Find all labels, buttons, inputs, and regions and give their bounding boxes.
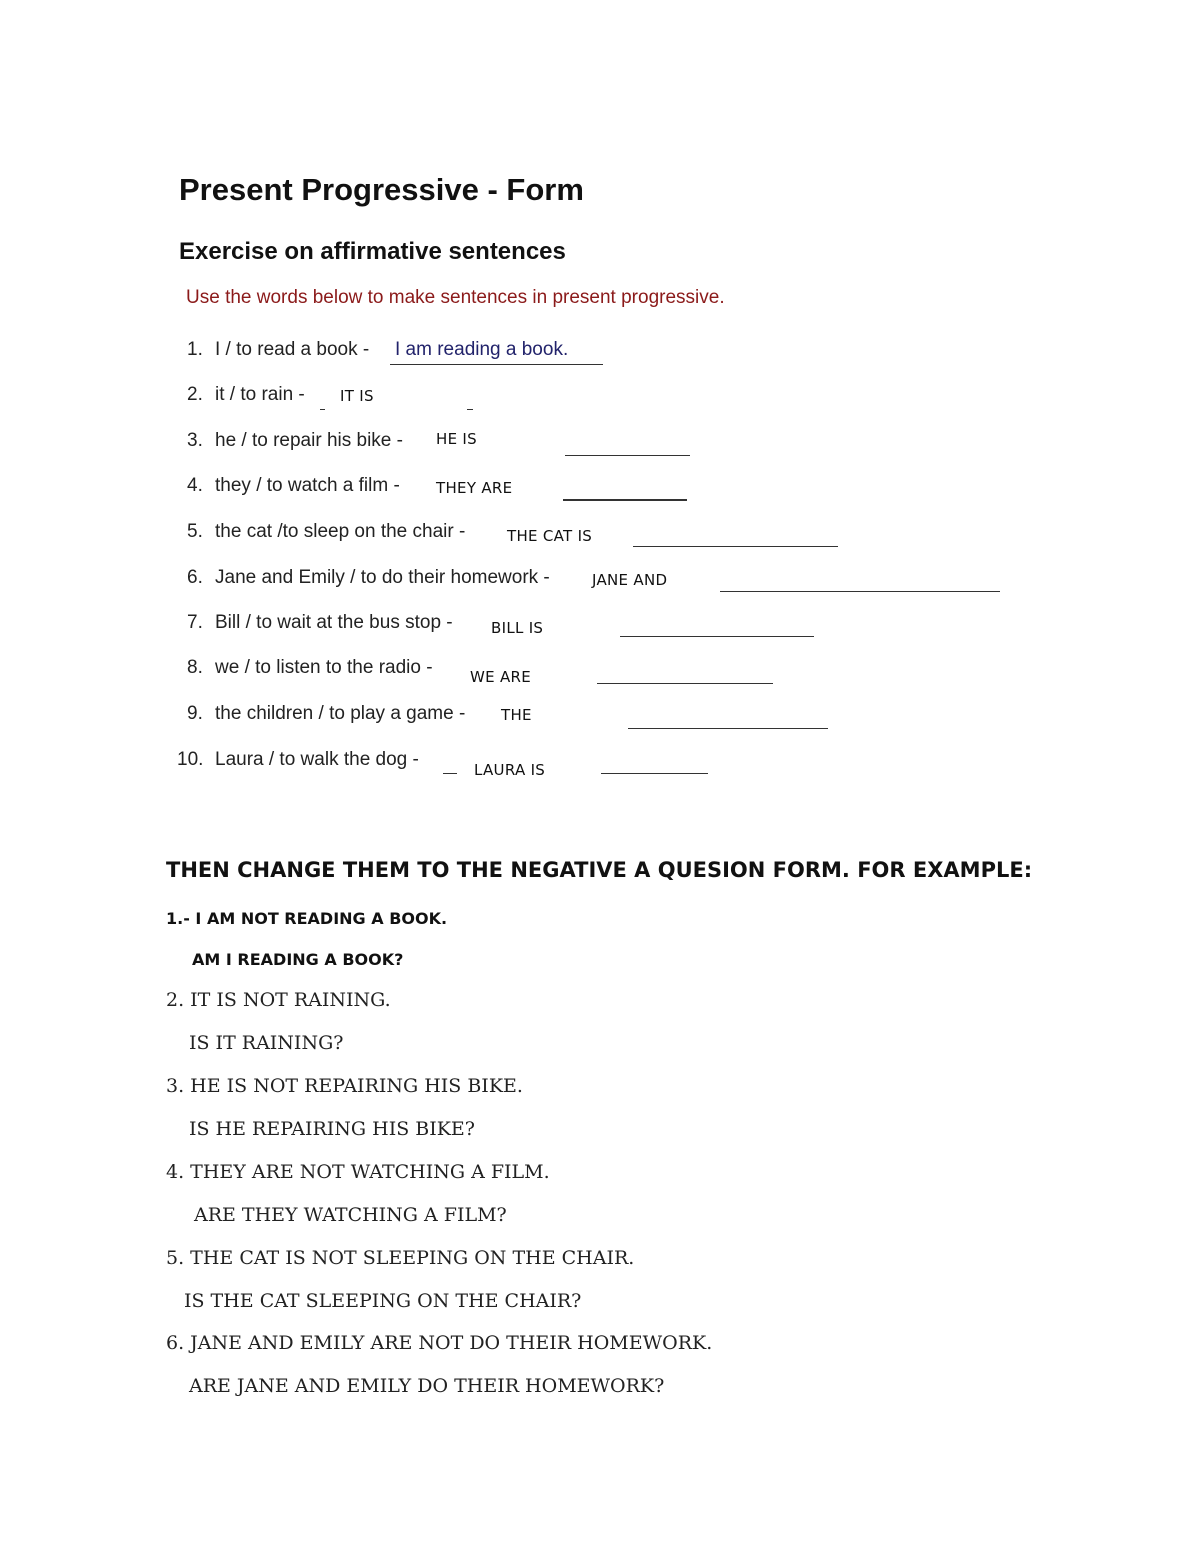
answer-line xyxy=(633,546,838,547)
answer-line xyxy=(443,773,457,774)
answer-line xyxy=(565,455,690,456)
question-sentence: ARE THEY WATCHING A FILM? xyxy=(194,1204,507,1226)
exercise-answer[interactable]: JANE AND xyxy=(592,571,668,589)
answer-line xyxy=(601,773,708,774)
exercise-prompt: Jane and Emily / to do their homework - xyxy=(215,567,550,588)
answer-line xyxy=(720,591,1000,592)
exercise-answer[interactable]: THEY ARE xyxy=(436,479,513,497)
exercise-number: 6. xyxy=(187,567,203,588)
negative-sentence: 5. THE CAT IS NOT SLEEPING ON THE CHAIR. xyxy=(166,1247,635,1269)
exercise-answer[interactable]: BILL IS xyxy=(491,619,544,637)
exercise-answer[interactable]: I am reading a book. xyxy=(395,339,569,360)
answer-line xyxy=(628,728,828,729)
exercise-number: 8. xyxy=(187,657,203,678)
negative-sentence: 3. HE IS NOT REPAIRING HIS BIKE. xyxy=(166,1075,523,1097)
worksheet-title: Present Progressive - Form xyxy=(179,172,584,207)
exercise-number: 3. xyxy=(187,430,203,451)
question-sentence: IS THE CAT SLEEPING ON THE CHAIR? xyxy=(184,1290,582,1312)
answer-line xyxy=(563,499,687,501)
section-heading: THEN CHANGE THEM TO THE NEGATIVE A QUESION FORM. FOR EXAMPLE: xyxy=(166,858,1033,882)
question-sentence: IS HE REPAIRING HIS BIKE? xyxy=(189,1118,475,1140)
exercise-prompt: Bill / to wait at the bus stop - xyxy=(215,612,453,633)
example-negative: 1.- I AM NOT READING A BOOK. xyxy=(166,909,448,928)
exercise-prompt: he / to repair his bike - xyxy=(215,430,403,451)
exercise-answer[interactable]: IT IS xyxy=(340,387,374,405)
exercise-number: 5. xyxy=(187,521,203,542)
exercise-prompt: the cat /to sleep on the chair - xyxy=(215,521,466,542)
exercise-prompt: they / to watch a film - xyxy=(215,475,400,496)
answer-line xyxy=(390,364,603,365)
answer-line xyxy=(597,683,773,684)
exercise-prompt: Laura / to walk the dog - xyxy=(215,749,419,770)
exercise-number: 7. xyxy=(187,612,203,633)
worksheet-instruction: Use the words below to make sentences in present progressive. xyxy=(186,287,725,308)
exercise-number: 4. xyxy=(187,475,203,496)
exercise-number: 1. xyxy=(187,339,203,360)
question-sentence: IS IT RAINING? xyxy=(189,1032,344,1054)
question-sentence: ARE JANE AND EMILY DO THEIR HOMEWORK? xyxy=(189,1375,665,1397)
negative-sentence: 4. THEY ARE NOT WATCHING A FILM. xyxy=(166,1161,550,1183)
exercise-prompt: we / to listen to the radio - xyxy=(215,657,433,678)
exercise-answer[interactable]: LAURA IS xyxy=(474,761,546,779)
exercise-answer[interactable]: WE ARE xyxy=(470,668,532,686)
exercise-answer[interactable]: THE CAT IS xyxy=(507,527,593,545)
answer-line xyxy=(467,409,473,410)
exercise-answer[interactable]: THE xyxy=(501,706,532,724)
exercise-prompt: the children / to play a game - xyxy=(215,703,466,724)
worksheet-subtitle: Exercise on affirmative sentences xyxy=(179,238,566,265)
exercise-number: 10. xyxy=(177,749,204,770)
exercise-prompt: I / to read a book - xyxy=(215,339,370,360)
exercise-number: 9. xyxy=(187,703,203,724)
example-question: AM I READING A BOOK? xyxy=(192,950,404,969)
exercise-prompt: it / to rain - xyxy=(215,384,305,405)
negative-sentence: 2. IT IS NOT RAINING. xyxy=(166,989,391,1011)
exercise-answer[interactable]: HE IS xyxy=(436,430,477,448)
answer-line xyxy=(320,409,325,410)
exercise-number: 2. xyxy=(187,384,203,405)
negative-sentence: 6. JANE AND EMILY ARE NOT DO THEIR HOMEWORK. xyxy=(166,1332,713,1354)
answer-line xyxy=(620,636,814,637)
